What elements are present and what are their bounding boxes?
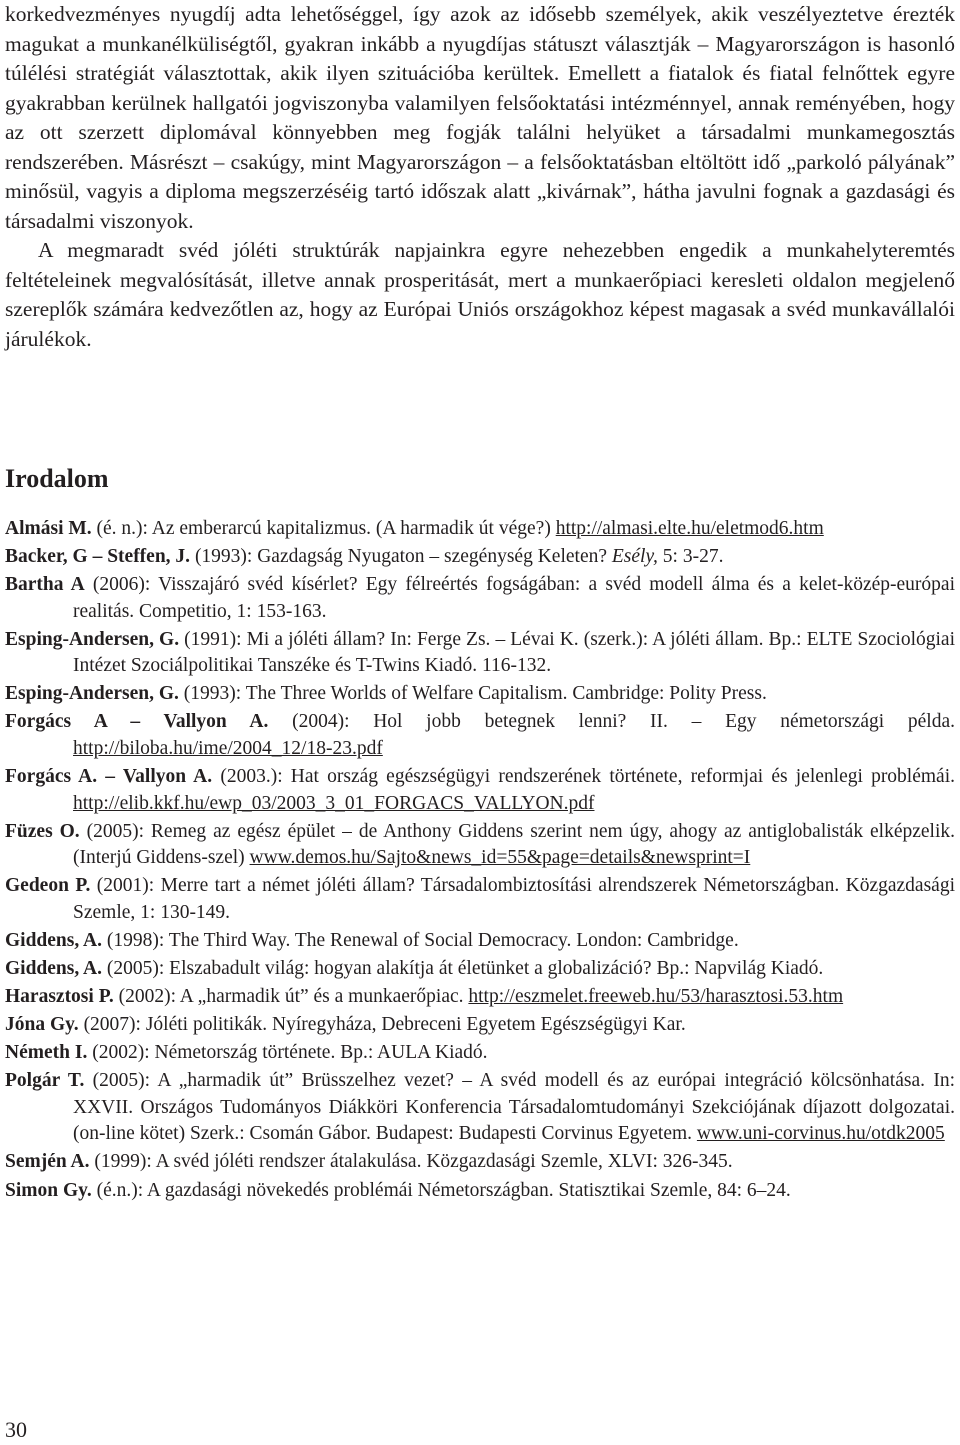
reference-list bbox=[5, 516, 955, 1206]
reference-item bbox=[5, 764, 955, 817]
reference-item bbox=[5, 984, 955, 1011]
reference-text: (1991): Mi a jóléti állam? In: Ferge Zs. – Lévai K. (szerk.): A jóléti állam. Bp.: ELTE Szociológiai Intézet Szociálpolitikai Tanszéke és T-Twins Kiadó. 116-132. bbox=[73, 628, 955, 677]
reference-author: Giddens, A. bbox=[5, 929, 102, 951]
reference-link[interactable]: http://biloba.hu/ime/2004_12/18-23.pdf bbox=[73, 737, 383, 759]
reference-text: (1999): A svéd jóléti rendszer átalakulása. Közgazdasági Szemle, XLVI: 326-345. bbox=[89, 1151, 733, 1173]
reference-item bbox=[5, 873, 955, 926]
reference-text: (2001): Merre tart a német jóléti állam? Társadalombiztosítási alrendszerek Németországban. Közgazdasági Szemle, 1: 130-149. bbox=[73, 875, 955, 923]
reference-author: Gedeon P. bbox=[5, 875, 91, 897]
reference-text: (2003.): Hat ország egészségügyi rendszerének története, reformjai és jelenlegi problémái. bbox=[212, 766, 955, 788]
reference-author: Simon Gy. bbox=[5, 1179, 92, 1201]
page-number: 30 bbox=[5, 1417, 27, 1442]
document-page bbox=[5, 0, 956, 1201]
reference-item bbox=[5, 819, 955, 872]
reference-item bbox=[5, 681, 955, 708]
reference-text: (2006): Visszajáró svéd kísérlet? Egy félreértés fogságában: a svéd modell álma és a kelet-közép-európai realitás. Competitio, 1: 153-163. bbox=[73, 574, 955, 622]
reference-text: (2002): Németország története. Bp.: AULA Kiadó. bbox=[87, 1042, 488, 1064]
reference-journal: Esély, bbox=[611, 546, 658, 568]
paragraph-1: korkedvezményes nyugdíj adta lehetőséggel, így azok az idősebb személyek, akik veszélyeztetve érezték magukat a munkanélküliségtől, gyakran inkább a nyugdíjas státuszt választják – Magyarországon is hasonló túlélési stratégiát választottak, akik ilyen szituációba kerültek. Emellett a fiatalok és fiatal felnőttek egyre gyakrabban kerülnek hallgatói jogviszonyba valamilyen felsőoktatási intézménnyel, annak reményében, hogy az ott szerzett diplomával könnyebben meg fogják találni helyüket a társadalmi munkamegosztás rendszerében. Másrészt – csakúgy, mint Magyarországon – a felsőoktatásban eltöltött idő „parkoló pályának” minősül, vagyis a diploma megszerzéséig tartó időszak alatt „kivárnak”, hátha javulni fognak a gazdasági és társadalmi viszonyok. bbox=[5, 2, 955, 233]
reference-volume: 5: 3-27. bbox=[657, 546, 724, 568]
reference-item bbox=[5, 1178, 955, 1205]
reference-item bbox=[5, 1068, 955, 1148]
reference-author: Jóna Gy. bbox=[5, 1014, 79, 1036]
reference-text: (é.n.): A gazdasági növekedés problémái Németországban. Statisztikai Szemle, 84: 6–24. bbox=[91, 1179, 791, 1201]
reference-item bbox=[5, 709, 955, 762]
reference-link[interactable]: www.uni-corvinus.hu/otdk2005 bbox=[696, 1123, 945, 1145]
reference-item bbox=[5, 928, 955, 955]
reference-item bbox=[5, 956, 955, 983]
reference-author: Semjén A. bbox=[5, 1151, 90, 1173]
reference-author: Forgács A. – Vallyon A. bbox=[5, 766, 213, 788]
reference-author: Harasztosi P. bbox=[5, 986, 114, 1008]
reference-link[interactable]: http://elib.kkf.hu/ewp_03/2003_3_01_FORGACS_VALLYON.pdf bbox=[73, 792, 595, 814]
body-text bbox=[5, 0, 955, 354]
reference-item bbox=[5, 572, 955, 625]
reference-item bbox=[5, 1149, 955, 1176]
reference-author: Bartha A bbox=[5, 574, 85, 596]
reference-author: Polgár T. bbox=[5, 1070, 85, 1092]
reference-author: Almási M. bbox=[5, 518, 92, 539]
reference-text: (2005): Remeg az egész épület – de Anthony Giddens szerint nem úgy, ahogy az antiglobalisták elképzelik. (Interjú Giddens-szel) bbox=[73, 820, 956, 869]
reference-author: Esping-Andersen, G. bbox=[5, 628, 180, 650]
paragraph-2: A megmaradt svéd jóléti struktúrák napjainkra egyre nehezebben engedik a munkahelyteremtés feltételeinek megvalósítását, illetve annak prosperitását, mert a munkaerőpiaci keresleti oldalon megjelenő szereplők számára kedvezőtlen az, hogy az Európai Uniós országokhoz képest magasak a svéd munkavállalói járulékok. bbox=[5, 238, 955, 351]
reference-text: (2002): A „harmadik út” és a munkaerőpiac. bbox=[113, 986, 469, 1008]
reference-author: Backer, G – Steffen, J. bbox=[5, 546, 191, 568]
reference-link[interactable]: http://eszmelet.freeweb.hu/53/harasztosi.53.htm bbox=[468, 986, 844, 1008]
reference-item bbox=[5, 627, 955, 680]
reference-text: (2005): Elszabadult világ: hogyan alakítja át életünket a globalizáció? Bp.: Napvilág Kiadó. bbox=[102, 957, 824, 979]
reference-text: (2005): A „harmadik út” Brüsszelhez vezet? – A svéd modell és az európai integráció kölcsönhatása. In: XXVII. Országos Tudományos Diákköri Konferencia Társadalomtudományi Szekciójának díjazott dolgozatai. (on-line kötet) Szerk.: Csomán Gábor. Budapest: Budapesti Corvinus Egyetem. bbox=[73, 1070, 955, 1145]
reference-author: Forgács A – Vallyon A. bbox=[5, 711, 269, 733]
reference-author: Füzes O. bbox=[5, 820, 80, 842]
reference-text: (2007): Jóléti politikák. Nyíregyháza, Debreceni Egyetem Egészségügyi Kar. bbox=[78, 1014, 686, 1036]
reference-author: Esping-Andersen, G. bbox=[5, 683, 179, 705]
reference-text: (2004): Hol jobb betegnek lenni? II. – Egy németországi példa. bbox=[268, 711, 955, 733]
reference-text: (1998): The Third Way. The Renewal of Social Democracy. London: Cambridge. bbox=[102, 929, 739, 951]
reference-author: Giddens, A. bbox=[5, 957, 102, 979]
reference-link[interactable]: http://almasi.elte.hu/eletmod6.htm bbox=[555, 518, 824, 539]
section-heading: Irodalom bbox=[5, 464, 109, 493]
reference-item bbox=[5, 516, 955, 543]
reference-text: (1993): Gazdagság Nyugaton – szegénység Keleten? bbox=[190, 546, 612, 568]
reference-author: Németh I. bbox=[5, 1042, 88, 1064]
reference-item bbox=[5, 1040, 955, 1067]
reference-link[interactable]: www.demos.hu/Sajto&news_id=55&page=details&newsprint=I bbox=[249, 847, 751, 869]
reference-text: (é. n.): Az emberarcú kapitalizmus. (A harmadik út vége?) bbox=[91, 518, 556, 539]
reference-item bbox=[5, 544, 955, 571]
reference-text: (1993): The Three Worlds of Welfare Capitalism. Cambridge: Polity Press. bbox=[178, 683, 767, 705]
reference-item bbox=[5, 1012, 955, 1039]
